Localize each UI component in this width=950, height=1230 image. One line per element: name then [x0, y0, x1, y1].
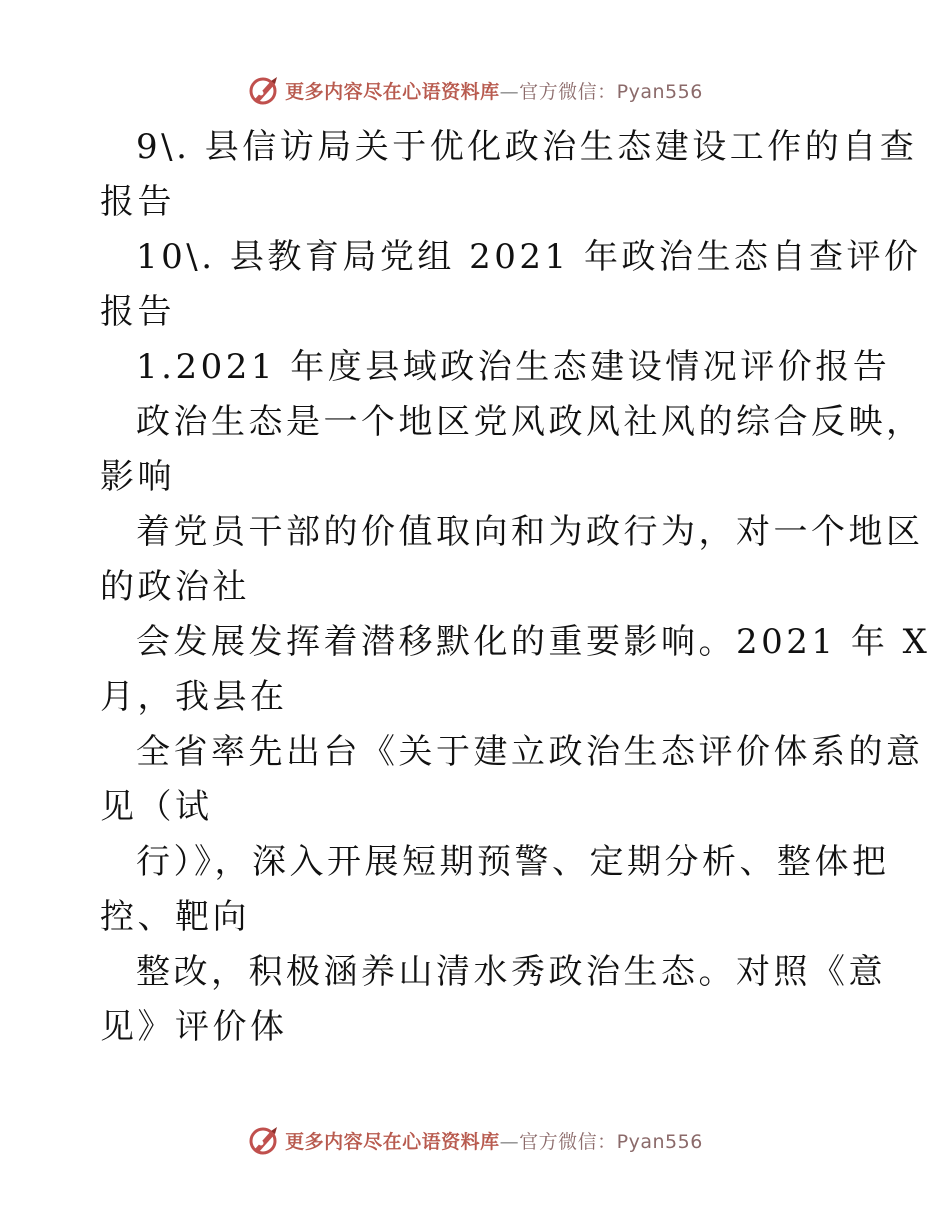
- banner-title: 更多内容尽在心语资料库: [285, 1130, 500, 1153]
- text-line: 月，我县在: [100, 677, 288, 717]
- header-banner: [0, 70, 950, 110]
- text-line: 见》评价体: [100, 1007, 288, 1047]
- text-line: 着党员干部的价值取向和为政行为，对一个地区: [136, 512, 924, 552]
- text-line: 全省率先出台《关于建立政治生态评价体系的意: [136, 732, 924, 772]
- text-line: 报告: [100, 292, 175, 332]
- text-line: 会发展发挥着潜移默化的重要影响。2021 年 X: [136, 622, 931, 662]
- text-line: 整改，积极涵养山清水秀政治生态。对照《意: [136, 952, 886, 992]
- text-line: 1.2021 年度县域政治生态建设情况评价报告: [136, 347, 891, 387]
- banner-separator: —: [499, 1130, 520, 1153]
- text-line: 政治生态是一个地区党风政风社风的综合反映，: [136, 402, 924, 442]
- text-line: 报告: [100, 182, 175, 222]
- text-line: 行）》，深入开展短期预警、定期分析、整体把: [136, 842, 890, 882]
- document-body: [100, 120, 931, 1055]
- pen-logo-icon: [247, 73, 281, 107]
- banner-title: 更多内容尽在心语资料库: [285, 80, 500, 103]
- header-banner-inner: [247, 73, 703, 107]
- text-line: 控、靶向: [100, 897, 250, 937]
- pen-logo-icon: [247, 1123, 281, 1157]
- text-line: 见（试: [100, 787, 213, 827]
- text-line: 10\. 县教育局党组 2021 年政治生态自查评价: [136, 237, 922, 277]
- text-line: 影响: [100, 457, 175, 497]
- banner-separator: —: [499, 80, 520, 103]
- text-line: 9\. 县信访局关于优化政治生态建设工作的自查: [136, 127, 918, 167]
- footer-banner: [0, 1120, 950, 1160]
- footer-banner-inner: [247, 1123, 703, 1157]
- banner-contact: 官方微信：Pyan556: [519, 1130, 703, 1153]
- banner-contact: 官方微信：Pyan556: [519, 80, 703, 103]
- text-line: 的政治社: [100, 567, 250, 607]
